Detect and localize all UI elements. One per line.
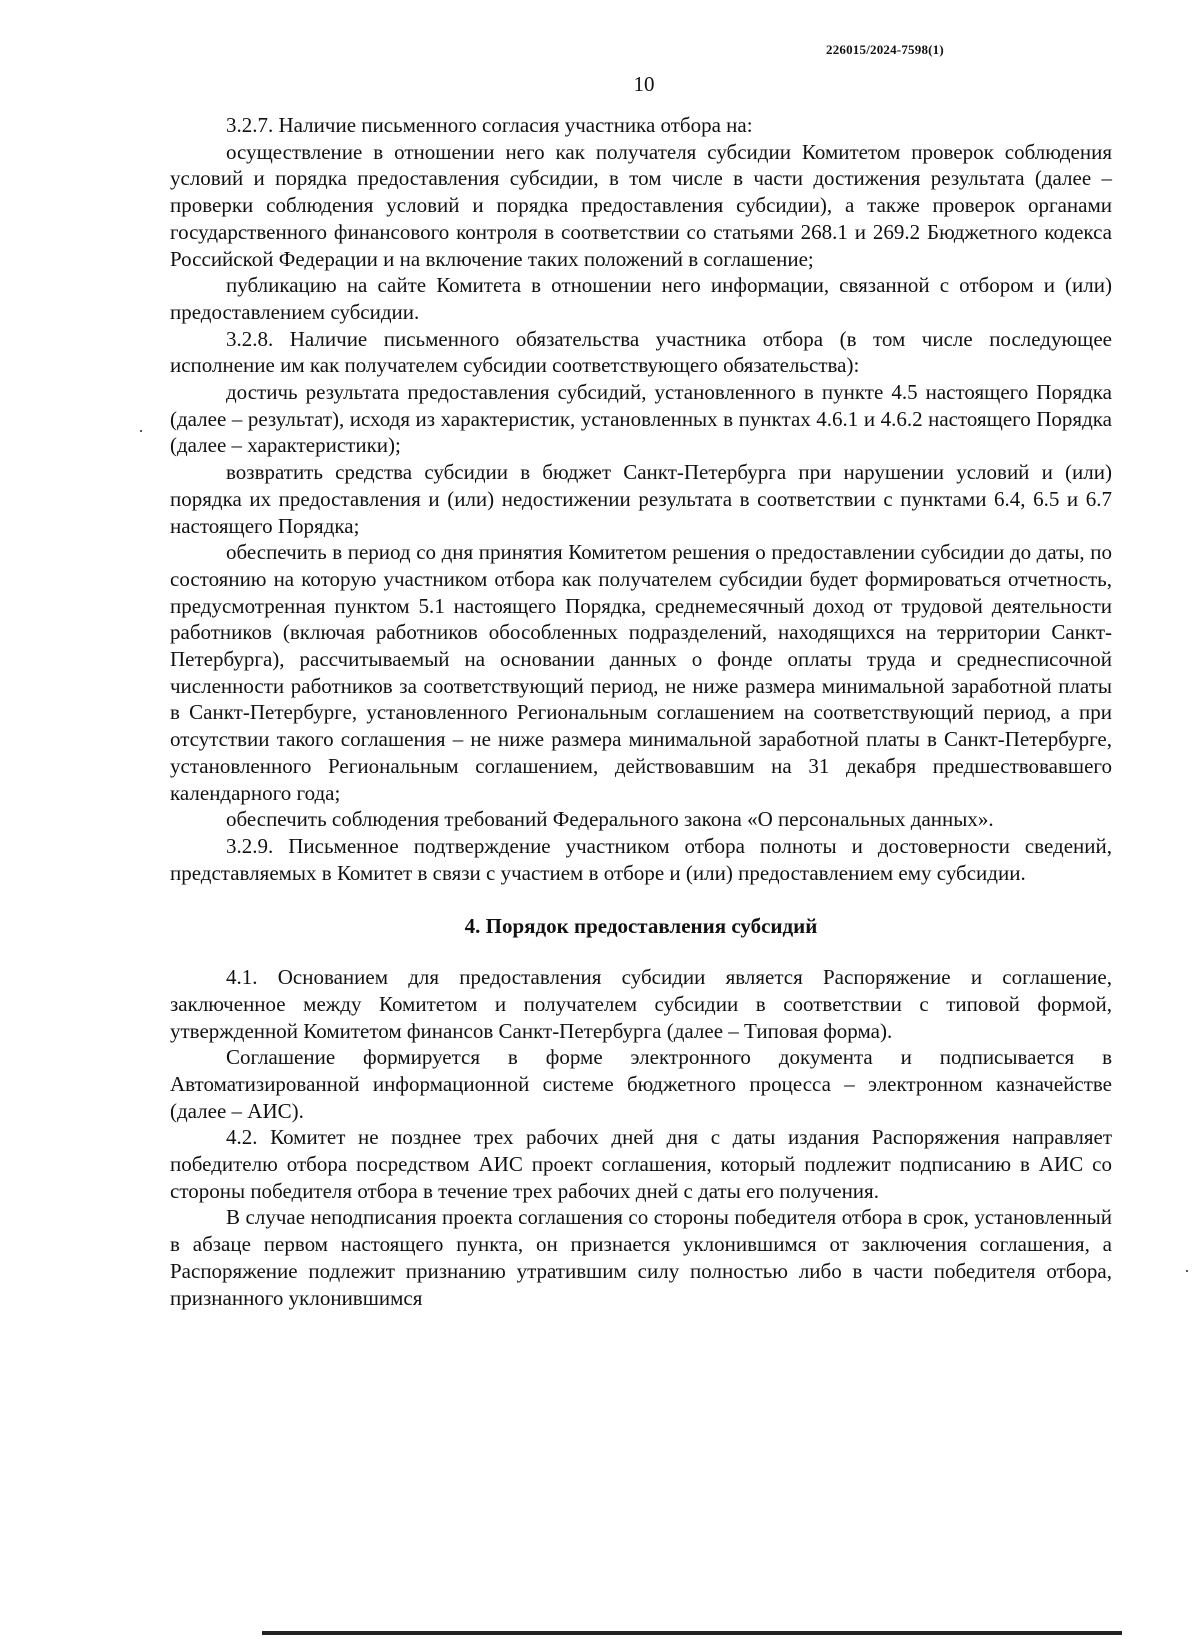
paragraph-consent-inspections: осуществление в отношении него как получателя субсидии Комитетом проверок соблюдения условий и порядка предоставления субсидии, в том числе в части достижения результата (далее – проверки соблюдения условий и порядка предоставления субсидии), а также проверок органами государственного финансового контроля в соответствии со статьями 268.1 и 269.2 Бюджетного кодекса Российской Федерации и на включение таких положений в соглашение;: [170, 139, 1112, 271]
document-registration-number: 226015/2024-7598(1): [826, 42, 944, 57]
scan-edge-line: [262, 1631, 1122, 1635]
paragraph-4-2: 4.2. Комитет не позднее трех рабочих дней дня с даты издания Распоряжения направляет победителю отбора посредством АИС проект соглашения, который подлежит подписанию в АИС со стороны победителя отбора в течение трех рабочих дней с даты его получения.: [170, 1125, 1112, 1203]
paragraph-3-2-8: 3.2.8. Наличие письменного обязательства участника отбора (в том числе последующее исполнение им как получателем субсидии соответствующего обязательства):: [170, 326, 1112, 378]
paragraph-4-1: 4.1. Основанием для предоставления субсидии является Распоряжение и соглашение, заключенное между Комитетом и получателем субсидии в соответствии с типовой формой, утвержденной Комитетом финансов Санкт-Петербурга (далее – Типовая форма).: [170, 965, 1112, 1043]
paragraph-3-2-7: 3.2.7. Наличие письменного согласия участника отбора на:: [226, 113, 753, 137]
page-number: 10: [633, 72, 655, 96]
section-heading-4: 4. Порядок предоставления субсидий: [464, 914, 818, 939]
scan-speck: [1186, 1270, 1188, 1272]
scan-speck: [140, 430, 142, 432]
paragraph-return-funds: возвратить средства субсидии в бюджет Санкт-Петербурга при нарушении условий и (или) порядка их предоставления и (или) недостижении результата в соответствии с пунктами 6.4, 6.5 и 6.7 настоящего Порядка;: [170, 460, 1112, 538]
document-body: [170, 112, 1112, 1311]
paragraph-non-signing: В случае неподписания проекта соглашения со стороны победителя отбора в срок, установленный в абзаце первом настоящего пункта, он признается уклонившимся от заключения соглашения, а Распоряжение подлежит признанию утратившим силу полностью либо в части победителя отбора, признанного уклонившимся: [170, 1205, 1112, 1310]
paragraph-achieve-result: достичь результата предоставления субсидий, установленного в пункте 4.5 настоящего Порядка (далее – результат), исходя из характеристик, установленных в пунктах 4.6.1 и 4.6.2 настоящего Порядка (далее – характеристики);: [170, 380, 1112, 458]
paragraph-average-income: обеспечить в период со дня принятия Комитетом решения о предоставлении субсидии до даты, по состоянию на которую участником отбора как получателем субсидии будет формироваться отчетность, предусмотренная пунктом 5.1 настоящего Порядка, среднемесячный доход от трудовой деятельности работников (включая работников обособленных подразделений, находящихся на территории Санкт-Петербурга), рассчитываемый на основании данных о фонде оплаты труда и среднесписочной численности работников за соответствующий период, не ниже размера минимальной заработной платы в Санкт-Петербурге, установленного Региональным соглашением на соответствующий период, а при отсутствии такого соглашения – не ниже размера минимальной заработной платы в Санкт-Петербурге, установленного Региональным соглашением, действовавшим на 31 декабря предшествовавшего календарного года;: [170, 540, 1112, 805]
paragraph-consent-publication: публикацию на сайте Комитета в отношении него информации, связанной с отбором и (или) предоставлением субсидии.: [170, 273, 1112, 324]
paragraph-3-2-9: 3.2.9. Письменное подтверждение участником отбора полноты и достоверности сведений, представляемых в Комитет в связи с участием в отборе и (или) предоставлением ему субсидии.: [170, 833, 1112, 885]
paragraph-agreement-format: Соглашение формируется в форме электронного документа и подписывается в Автоматизированной информационной системе бюджетного процесса – электронном казначействе (далее – АИС).: [170, 1045, 1112, 1123]
paragraph-personal-data: обеспечить соблюдения требований Федерального закона «О персональных данных».: [226, 807, 994, 832]
